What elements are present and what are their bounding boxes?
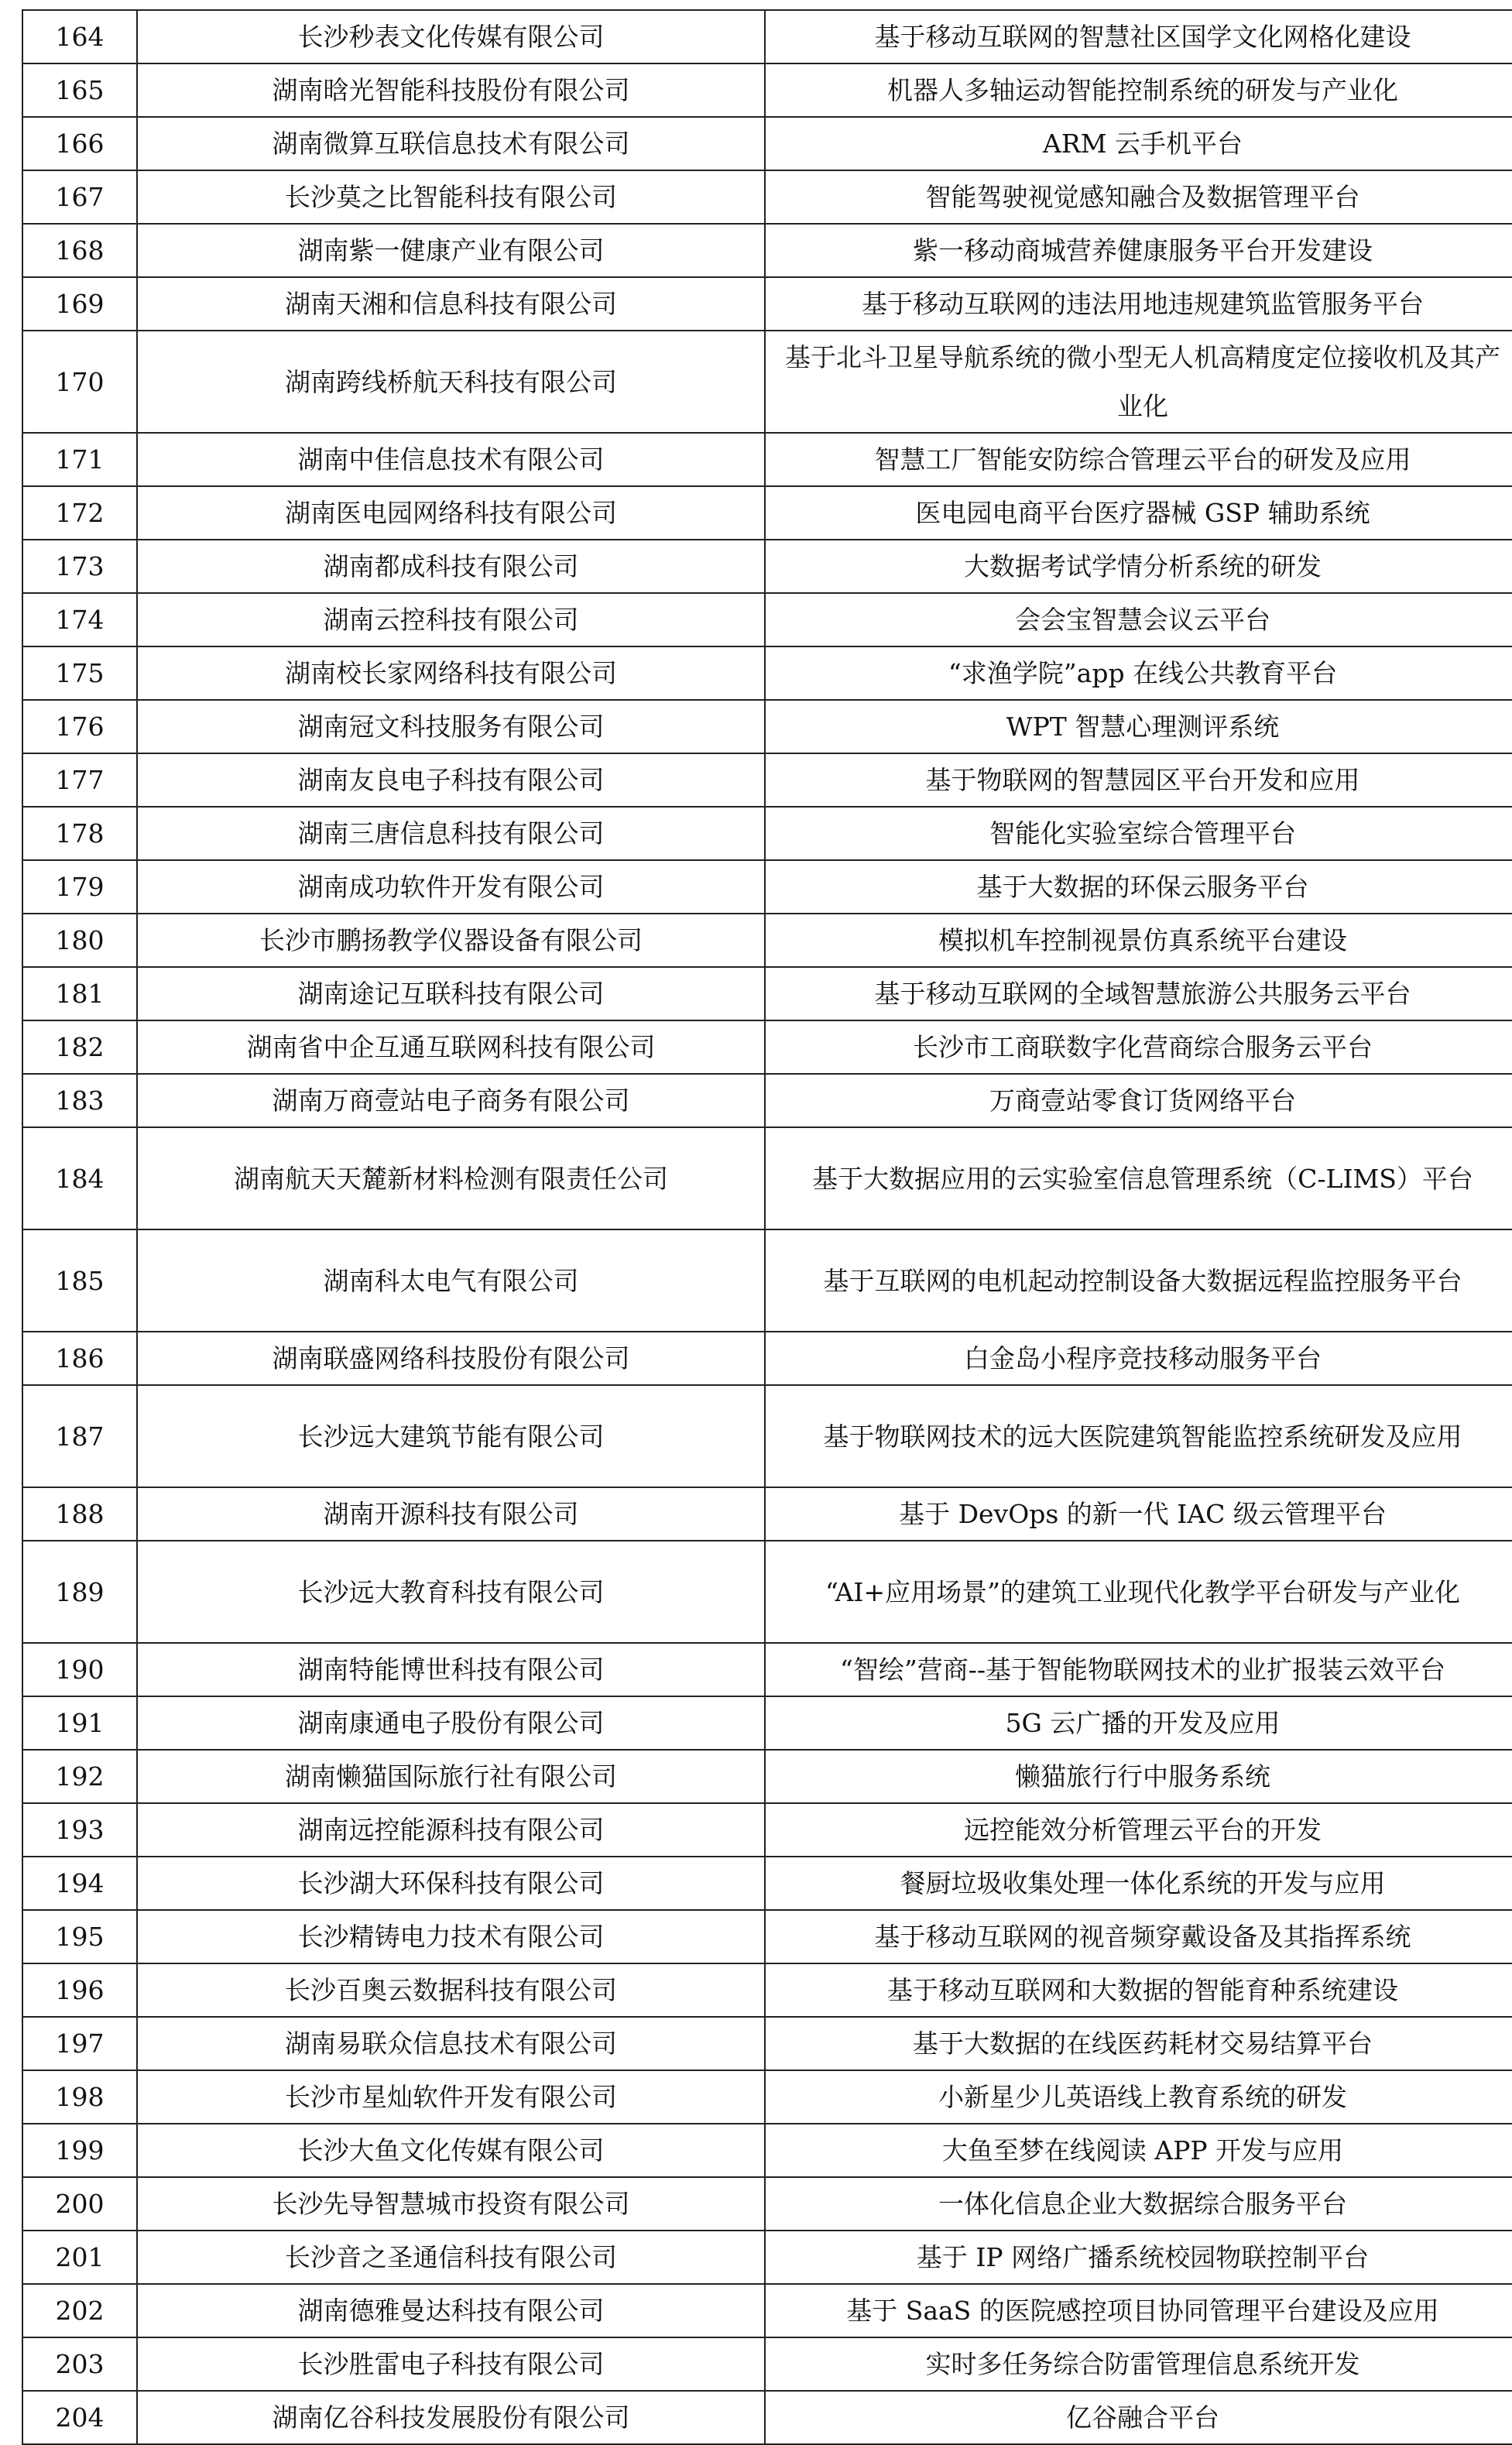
project-name-cell: 基于大数据的在线医药耗材交易结算平台 bbox=[765, 2017, 1512, 2070]
row-number-cell: 178 bbox=[22, 807, 137, 860]
company-name-cell: 湖南云控科技有限公司 bbox=[137, 593, 765, 646]
company-name-cell: 湖南三唐信息科技有限公司 bbox=[137, 807, 765, 860]
company-name-cell: 湖南开源科技有限公司 bbox=[137, 1487, 765, 1541]
row-number-cell: 170 bbox=[22, 331, 137, 433]
project-name-cell: 机器人多轴运动智能控制系统的研发与产业化 bbox=[765, 63, 1512, 117]
row-number-cell: 197 bbox=[22, 2017, 137, 2070]
table-row bbox=[22, 646, 1512, 700]
project-name-cell: 智慧工厂智能安防综合管理云平台的研发及应用 bbox=[765, 433, 1512, 486]
row-number-cell: 200 bbox=[22, 2177, 137, 2231]
project-name-cell: 紫一移动商城营养健康服务平台开发建设 bbox=[765, 224, 1512, 277]
project-name-cell: 大鱼至梦在线阅读 APP 开发与应用 bbox=[765, 2124, 1512, 2177]
row-number-cell: 177 bbox=[22, 753, 137, 807]
company-name-cell: 湖南省中企互通互联网科技有限公司 bbox=[137, 1020, 765, 1074]
row-number-cell: 167 bbox=[22, 170, 137, 224]
table-row bbox=[22, 860, 1512, 914]
table-row bbox=[22, 1127, 1512, 1229]
row-number-cell: 191 bbox=[22, 1696, 137, 1750]
project-name-cell: 基于大数据应用的云实验室信息管理系统（C-LIMS）平台 bbox=[765, 1127, 1512, 1229]
company-name-cell: 湖南特能博世科技有限公司 bbox=[137, 1643, 765, 1696]
table-row bbox=[22, 331, 1512, 433]
project-name-cell: ARM 云手机平台 bbox=[765, 117, 1512, 170]
table-row bbox=[22, 1750, 1512, 1803]
project-name-cell: 小新星少儿英语线上教育系统的研发 bbox=[765, 2070, 1512, 2124]
company-name-cell: 长沙远大教育科技有限公司 bbox=[137, 1541, 765, 1643]
row-number-cell: 186 bbox=[22, 1332, 137, 1385]
table-row bbox=[22, 486, 1512, 540]
project-name-cell: 懒猫旅行行中服务系统 bbox=[765, 1750, 1512, 1803]
project-table-body bbox=[22, 10, 1512, 2444]
table-row bbox=[22, 2017, 1512, 2070]
table-row bbox=[22, 2177, 1512, 2231]
table-row bbox=[22, 1487, 1512, 1541]
project-name-cell: 基于物联网的智慧园区平台开发和应用 bbox=[765, 753, 1512, 807]
table-row bbox=[22, 10, 1512, 63]
company-name-cell: 湖南联盛网络科技股份有限公司 bbox=[137, 1332, 765, 1385]
row-number-cell: 195 bbox=[22, 1910, 137, 1963]
company-name-cell: 长沙精铸电力技术有限公司 bbox=[137, 1910, 765, 1963]
project-name-cell: 基于北斗卫星导航系统的微小型无人机高精度定位接收机及其产业化 bbox=[765, 331, 1512, 433]
row-number-cell: 188 bbox=[22, 1487, 137, 1541]
company-name-cell: 湖南天湘和信息科技有限公司 bbox=[137, 277, 765, 331]
table-row bbox=[22, 224, 1512, 277]
table-row bbox=[22, 753, 1512, 807]
company-name-cell: 长沙先导智慧城市投资有限公司 bbox=[137, 2177, 765, 2231]
company-name-cell: 湖南冠文科技服务有限公司 bbox=[137, 700, 765, 753]
company-name-cell: 湖南晗光智能科技股份有限公司 bbox=[137, 63, 765, 117]
company-name-cell: 湖南康通电子股份有限公司 bbox=[137, 1696, 765, 1750]
table-row bbox=[22, 1229, 1512, 1332]
company-name-cell: 湖南易联众信息技术有限公司 bbox=[137, 2017, 765, 2070]
project-name-cell: WPT 智慧心理测评系统 bbox=[765, 700, 1512, 753]
row-number-cell: 189 bbox=[22, 1541, 137, 1643]
company-name-cell: 湖南德雅曼达科技有限公司 bbox=[137, 2284, 765, 2337]
row-number-cell: 175 bbox=[22, 646, 137, 700]
company-name-cell: 长沙莫之比智能科技有限公司 bbox=[137, 170, 765, 224]
company-name-cell: 湖南医电园网络科技有限公司 bbox=[137, 486, 765, 540]
table-row bbox=[22, 1696, 1512, 1750]
company-name-cell: 湖南校长家网络科技有限公司 bbox=[137, 646, 765, 700]
row-number-cell: 176 bbox=[22, 700, 137, 753]
company-name-cell: 长沙市星灿软件开发有限公司 bbox=[137, 2070, 765, 2124]
row-number-cell: 172 bbox=[22, 486, 137, 540]
company-name-cell: 湖南中佳信息技术有限公司 bbox=[137, 433, 765, 486]
project-name-cell: 医电园电商平台医疗器械 GSP 辅助系统 bbox=[765, 486, 1512, 540]
table-row bbox=[22, 1857, 1512, 1910]
row-number-cell: 173 bbox=[22, 540, 137, 593]
project-name-cell: 基于移动互联网和大数据的智能育种系统建设 bbox=[765, 1963, 1512, 2017]
table-row bbox=[22, 117, 1512, 170]
project-name-cell: 5G 云广播的开发及应用 bbox=[765, 1696, 1512, 1750]
table-row bbox=[22, 967, 1512, 1020]
table-row bbox=[22, 2070, 1512, 2124]
row-number-cell: 196 bbox=[22, 1963, 137, 2017]
project-name-cell: 大数据考试学情分析系统的研发 bbox=[765, 540, 1512, 593]
row-number-cell: 194 bbox=[22, 1857, 137, 1910]
row-number-cell: 166 bbox=[22, 117, 137, 170]
company-name-cell: 湖南科太电气有限公司 bbox=[137, 1229, 765, 1332]
company-name-cell: 湖南紫一健康产业有限公司 bbox=[137, 224, 765, 277]
project-name-cell: 远控能效分析管理云平台的开发 bbox=[765, 1803, 1512, 1857]
table-row bbox=[22, 1910, 1512, 1963]
project-name-cell: 基于互联网的电机起动控制设备大数据远程监控服务平台 bbox=[765, 1229, 1512, 1332]
project-name-cell: 餐厨垃圾收集处理一体化系统的开发与应用 bbox=[765, 1857, 1512, 1910]
company-name-cell: 湖南都成科技有限公司 bbox=[137, 540, 765, 593]
project-name-cell: 基于 IP 网络广播系统校园物联控制平台 bbox=[765, 2231, 1512, 2284]
company-name-cell: 长沙远大建筑节能有限公司 bbox=[137, 1385, 765, 1487]
table-row bbox=[22, 700, 1512, 753]
company-name-cell: 长沙秒表文化传媒有限公司 bbox=[137, 10, 765, 63]
company-name-cell: 湖南成功软件开发有限公司 bbox=[137, 860, 765, 914]
row-number-cell: 185 bbox=[22, 1229, 137, 1332]
table-row bbox=[22, 914, 1512, 967]
row-number-cell: 199 bbox=[22, 2124, 137, 2177]
row-number-cell: 179 bbox=[22, 860, 137, 914]
project-name-cell: 基于移动互联网的违法用地违规建筑监管服务平台 bbox=[765, 277, 1512, 331]
project-name-cell: 模拟机车控制视景仿真系统平台建设 bbox=[765, 914, 1512, 967]
company-name-cell: 湖南亿谷科技发展股份有限公司 bbox=[137, 2391, 765, 2444]
row-number-cell: 192 bbox=[22, 1750, 137, 1803]
table-row bbox=[22, 540, 1512, 593]
company-name-cell: 湖南微算互联信息技术有限公司 bbox=[137, 117, 765, 170]
project-name-cell: 基于大数据的环保云服务平台 bbox=[765, 860, 1512, 914]
table-row bbox=[22, 2391, 1512, 2444]
row-number-cell: 181 bbox=[22, 967, 137, 1020]
table-row bbox=[22, 2124, 1512, 2177]
project-name-cell: 基于移动互联网的智慧社区国学文化网格化建设 bbox=[765, 10, 1512, 63]
project-name-cell: 基于移动互联网的视音频穿戴设备及其指挥系统 bbox=[765, 1910, 1512, 1963]
company-name-cell: 长沙音之圣通信科技有限公司 bbox=[137, 2231, 765, 2284]
row-number-cell: 203 bbox=[22, 2337, 137, 2391]
table-row bbox=[22, 433, 1512, 486]
company-name-cell: 长沙百奥云数据科技有限公司 bbox=[137, 1963, 765, 2017]
project-name-cell: 白金岛小程序竞技移动服务平台 bbox=[765, 1332, 1512, 1385]
project-name-cell: 万商壹站零食订货网络平台 bbox=[765, 1074, 1512, 1127]
table-row bbox=[22, 1643, 1512, 1696]
row-number-cell: 174 bbox=[22, 593, 137, 646]
row-number-cell: 169 bbox=[22, 277, 137, 331]
table-row bbox=[22, 1385, 1512, 1487]
table-row bbox=[22, 1074, 1512, 1127]
project-name-cell: “求渔学院”app 在线公共教育平台 bbox=[765, 646, 1512, 700]
table-row bbox=[22, 63, 1512, 117]
project-name-cell: 基于移动互联网的全域智慧旅游公共服务云平台 bbox=[765, 967, 1512, 1020]
company-name-cell: 湖南航天天麓新材料检测有限责任公司 bbox=[137, 1127, 765, 1229]
row-number-cell: 202 bbox=[22, 2284, 137, 2337]
table-row bbox=[22, 2337, 1512, 2391]
row-number-cell: 198 bbox=[22, 2070, 137, 2124]
table-row bbox=[22, 1541, 1512, 1643]
project-name-cell: “智绘”营商--基于智能物联网技术的业扩报装云效平台 bbox=[765, 1643, 1512, 1696]
table-row bbox=[22, 170, 1512, 224]
project-name-cell: 会会宝智慧会议云平台 bbox=[765, 593, 1512, 646]
company-name-cell: 湖南万商壹站电子商务有限公司 bbox=[137, 1074, 765, 1127]
project-name-cell: 智能驾驶视觉感知融合及数据管理平台 bbox=[765, 170, 1512, 224]
project-name-cell: 智能化实验室综合管理平台 bbox=[765, 807, 1512, 860]
project-name-cell: 一体化信息企业大数据综合服务平台 bbox=[765, 2177, 1512, 2231]
project-name-cell: 亿谷融合平台 bbox=[765, 2391, 1512, 2444]
company-name-cell: 长沙湖大环保科技有限公司 bbox=[137, 1857, 765, 1910]
table-row bbox=[22, 1020, 1512, 1074]
company-name-cell: 湖南途记互联科技有限公司 bbox=[137, 967, 765, 1020]
row-number-cell: 165 bbox=[22, 63, 137, 117]
row-number-cell: 171 bbox=[22, 433, 137, 486]
project-name-cell: 长沙市工商联数字化营商综合服务云平台 bbox=[765, 1020, 1512, 1074]
row-number-cell: 168 bbox=[22, 224, 137, 277]
row-number-cell: 190 bbox=[22, 1643, 137, 1696]
table-row bbox=[22, 277, 1512, 331]
table-row bbox=[22, 2284, 1512, 2337]
table-row bbox=[22, 1803, 1512, 1857]
table-row bbox=[22, 2231, 1512, 2284]
row-number-cell: 201 bbox=[22, 2231, 137, 2284]
row-number-cell: 187 bbox=[22, 1385, 137, 1487]
company-name-cell: 湖南跨线桥航天科技有限公司 bbox=[137, 331, 765, 433]
company-name-cell: 长沙大鱼文化传媒有限公司 bbox=[137, 2124, 765, 2177]
project-table bbox=[22, 9, 1512, 2445]
row-number-cell: 184 bbox=[22, 1127, 137, 1229]
company-name-cell: 长沙胜雷电子科技有限公司 bbox=[137, 2337, 765, 2391]
company-name-cell: 湖南友良电子科技有限公司 bbox=[137, 753, 765, 807]
row-number-cell: 180 bbox=[22, 914, 137, 967]
row-number-cell: 164 bbox=[22, 10, 137, 63]
company-name-cell: 湖南懒猫国际旅行社有限公司 bbox=[137, 1750, 765, 1803]
project-name-cell: 实时多任务综合防雷管理信息系统开发 bbox=[765, 2337, 1512, 2391]
row-number-cell: 193 bbox=[22, 1803, 137, 1857]
row-number-cell: 204 bbox=[22, 2391, 137, 2444]
project-name-cell: 基于物联网技术的远大医院建筑智能监控系统研发及应用 bbox=[765, 1385, 1512, 1487]
project-name-cell: 基于 SaaS 的医院感控项目协同管理平台建设及应用 bbox=[765, 2284, 1512, 2337]
company-name-cell: 长沙市鹏扬教学仪器设备有限公司 bbox=[137, 914, 765, 967]
row-number-cell: 183 bbox=[22, 1074, 137, 1127]
table-row bbox=[22, 807, 1512, 860]
table-row bbox=[22, 1332, 1512, 1385]
project-name-cell: 基于 DevOps 的新一代 IAC 级云管理平台 bbox=[765, 1487, 1512, 1541]
company-name-cell: 湖南远控能源科技有限公司 bbox=[137, 1803, 765, 1857]
table-row bbox=[22, 1963, 1512, 2017]
project-name-cell: “AI+应用场景”的建筑工业现代化教学平台研发与产业化 bbox=[765, 1541, 1512, 1643]
row-number-cell: 182 bbox=[22, 1020, 137, 1074]
table-row bbox=[22, 593, 1512, 646]
